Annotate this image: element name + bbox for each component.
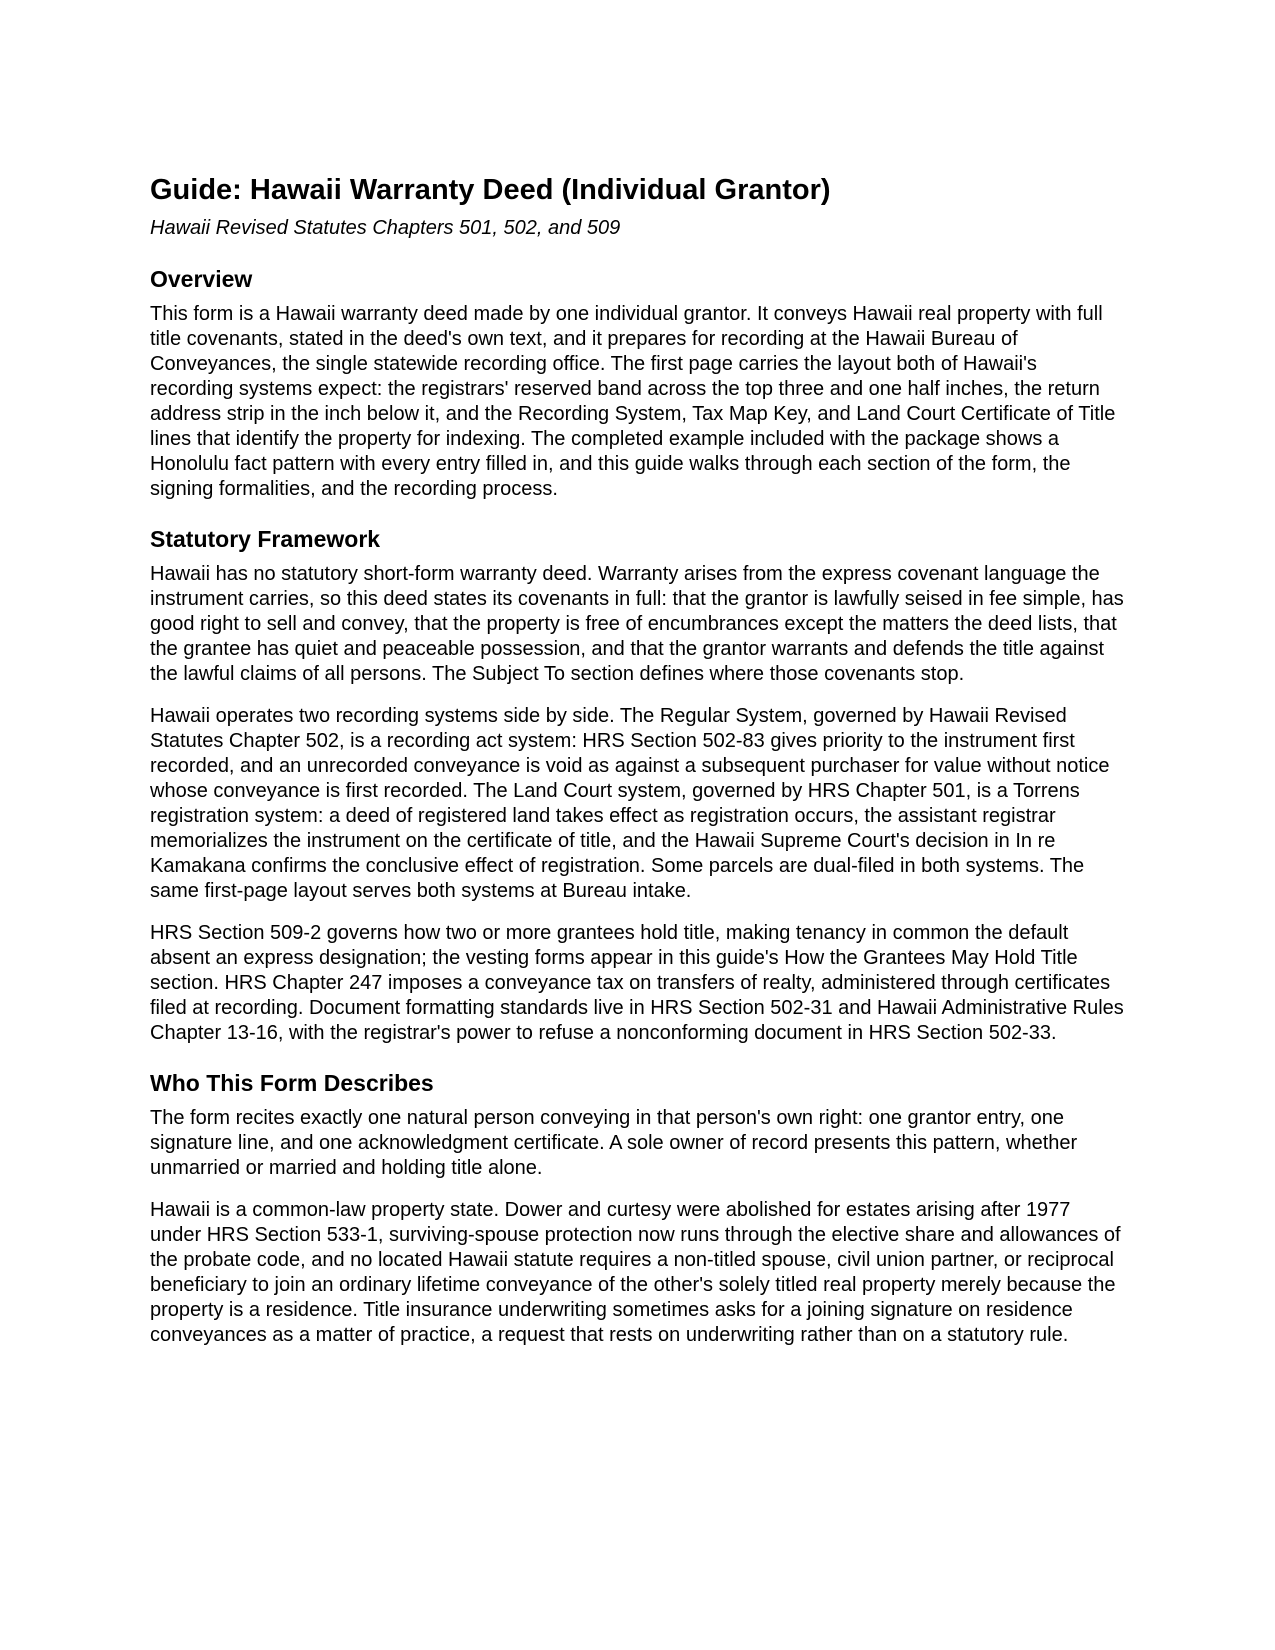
document-subtitle: Hawaii Revised Statutes Chapters 501, 502, and 509 bbox=[150, 217, 621, 239]
section-statutory-framework bbox=[150, 525, 1125, 1046]
who-paragraph-2: Hawaii is a common-law property state. Dower and curtesy were abolished for estates arising after 1977 under HRS Section 533-1, surviving-spouse protection now runs through the elective share and allowances of the probate code, and no located Hawaii statute requires a non-titled spouse, civil union partner, or reciprocal beneficiary to join an ordinary lifetime conveyance of the other's solely titled real property merely because the property is a residence. Title insurance underwriting sometimes asks for a joining signature on residence conveyances as a matter of practice, a request that rests on underwriting rather than on a statutory rule. bbox=[150, 1199, 1121, 1346]
section-heading-overview: Overview bbox=[150, 266, 253, 292]
statutory-paragraph-2: Hawaii operates two recording systems side by side. The Regular System, governed by Hawaii Revised Statutes Chapter 502, is a recording act system: HRS Section 502-83 gives priority to the instrument first recorded, and an unrecorded conveyance is void as against a subsequent purchaser for value without notice whose conveyance is first recorded. The Land Court system, governed by HRS Chapter 501, is a Torrens registration system: a deed of registered land takes effect as registration occurs, the assistant registrar memorializes the instrument on the certificate of title, and the Hawaii Supreme Court's decision in In re Kamakana confirms the conclusive effect of registration. Some parcels are dual-filed in both systems. The same first-page layout serves both systems at Bureau intake. bbox=[150, 705, 1110, 902]
document-title: Guide: Hawaii Warranty Deed (Individual Grantor) bbox=[150, 174, 831, 206]
document-page bbox=[150, 172, 1125, 1348]
overview-paragraph-1: This form is a Hawaii warranty deed made by one individual grantor. It conveys Hawaii real property with full title covenants, stated in the deed's own text, and it prepares for recording at the Hawaii Bureau of Conveyances, the single statewide recording office. The first page carries the layout both of Hawaii's recording systems expect: the registrars' reserved band across the top three and one half inches, the return address strip in the inch below it, and the Recording System, Tax Map Key, and Land Court Certificate of Title lines that identify the property for indexing. The completed example included with the package shows a Honolulu fact pattern with every entry filled in, and this guide walks through each section of the form, the signing formalities, and the recording process. bbox=[150, 303, 1116, 500]
statutory-paragraph-1: Hawaii has no statutory short-form warranty deed. Warranty arises from the express covenant language the instrument carries, so this deed states its covenants in full: that the grantor is lawfully seised in fee simple, has good right to sell and convey, that the property is free of encumbrances except the matters the deed lists, that the grantee has quiet and peaceable possession, and that the grantor warrants and defends the title against the lawful claims of all persons. The Subject To section defines where those covenants stop. bbox=[150, 563, 1124, 685]
section-heading-statutory-framework: Statutory Framework bbox=[150, 526, 381, 552]
statutory-paragraph-3: HRS Section 509-2 governs how two or more grantees hold title, making tenancy in common the default absent an express designation; the vesting forms appear in this guide's How the Grantees May Hold Title section. HRS Chapter 247 imposes a conveyance tax on transfers of realty, administered through certificates filed at recording. Document formatting standards live in HRS Section 502-31 and Hawaii Administrative Rules Chapter 13-16, with the registrar's power to refuse a nonconforming document in HRS Section 502-33. bbox=[150, 922, 1124, 1044]
section-overview bbox=[150, 265, 1125, 502]
who-paragraph-1: The form recites exactly one natural person conveying in that person's own right: one grantor entry, one signature line, and one acknowledgment certificate. A sole owner of record presents this pattern, whether unmarried or married and holding title alone. bbox=[150, 1107, 1078, 1179]
section-heading-who-this-form-describes: Who This Form Describes bbox=[150, 1070, 434, 1096]
section-who-this-form-describes bbox=[150, 1069, 1125, 1348]
